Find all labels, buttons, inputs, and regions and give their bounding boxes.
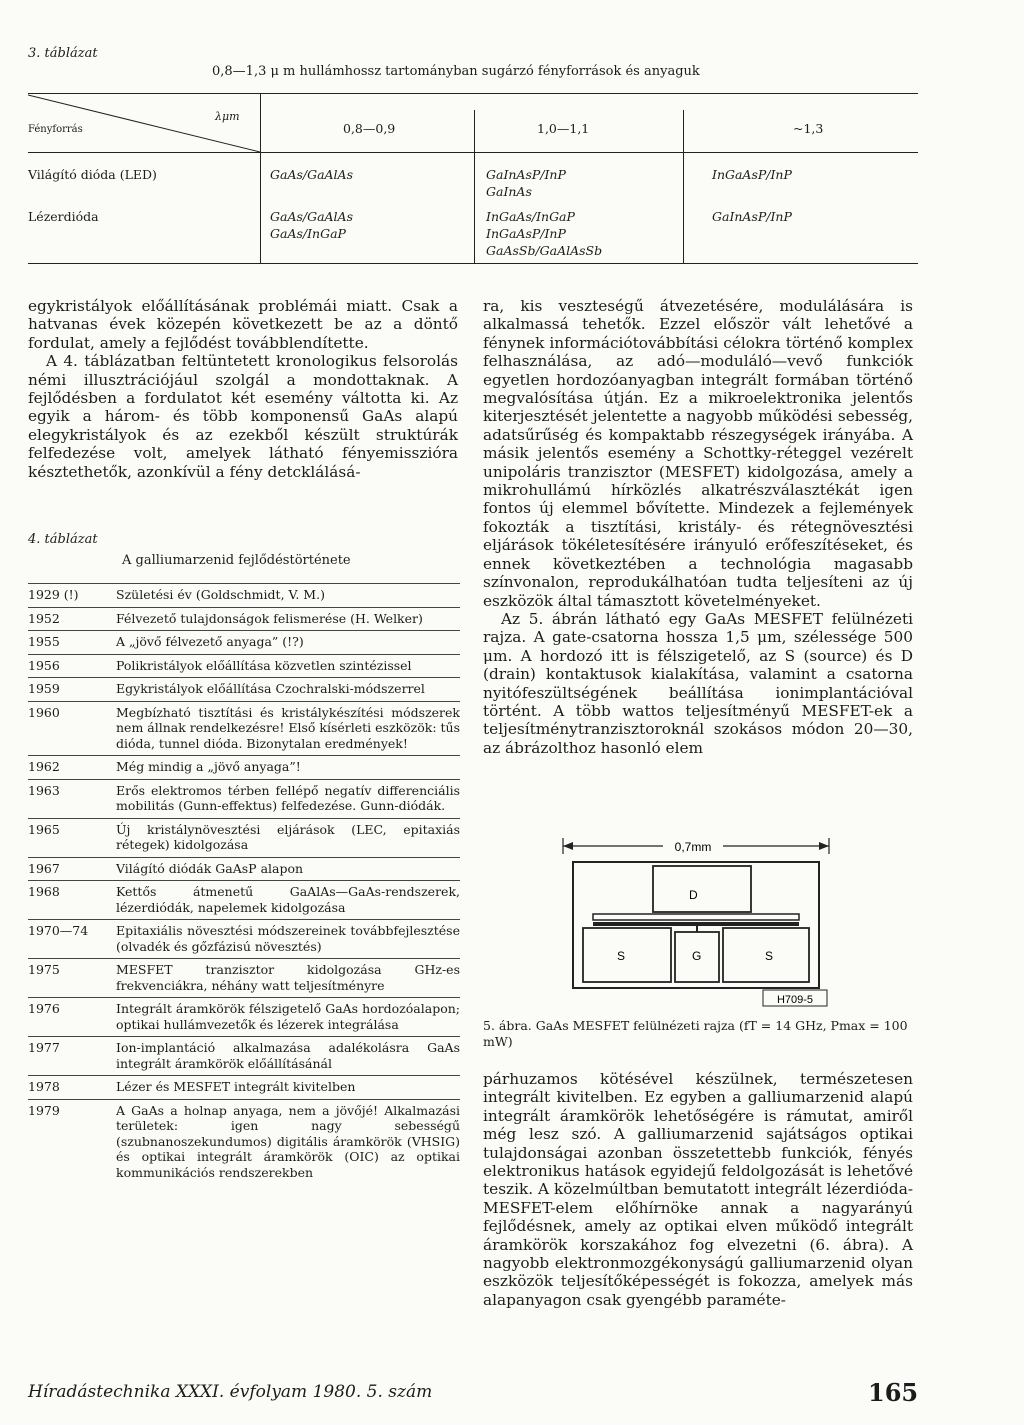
table3-row-led-label: Világító dióda (LED) [28, 167, 157, 182]
table4-title: A galliumarzenid fejlődéstörténete [122, 553, 351, 568]
table-row-text: MESFET tranzisztor kidolgozása GHz-es frekvenciákra, néhány watt teljesítményre [116, 962, 460, 993]
table-row [28, 583, 460, 607]
table3-caption: 3. táblázat [28, 46, 98, 61]
table-row [28, 701, 460, 756]
drain-pad [653, 866, 751, 912]
mesfet-figure [553, 832, 839, 1007]
table-row [28, 654, 460, 678]
journal-footer: Híradástechnika XXXI. évfolyam 1980. 5. szám [28, 1382, 433, 1402]
table-row [28, 958, 460, 997]
table3-row-led-c1: GaAs/GaAlAs [270, 167, 353, 182]
figure-code: H709-5 [776, 994, 814, 1006]
drain-label: D [689, 888, 698, 902]
table-row [28, 857, 460, 881]
source-label-right: S [765, 949, 774, 963]
body-left-top [28, 297, 458, 481]
table-row-text: Egykristályok előállítása Czochralski-módszerrel [116, 681, 425, 696]
table3-header-unit: λμm [215, 110, 240, 123]
paragraph: A 4. táblázatban feltüntetett kronologikus felsorolás némi illusztrációjául szolgál a mondottaknak. A fejlődésben a fordulatot két esemény váltotta ki. Az egyik a három- és több komponensű GaAs alapú elegykristályok és az ezekből készült struktúrák felfedezése volt, amelyek látható fényemisszióra késztethetők, azonkívül a fény detcklálásá- [28, 352, 458, 481]
table3-vrule-2 [474, 110, 475, 263]
arrow-left-icon [563, 842, 573, 850]
table3-row-led-c3: InGaAsP/InP [712, 167, 792, 182]
table3-row-led-c2b: GaInAs [486, 184, 532, 199]
gate-finger [593, 914, 799, 920]
source-pad-left [583, 928, 671, 982]
table-row-year: 1975 [28, 962, 60, 977]
source-label-left: S [617, 949, 626, 963]
table-row-text: Félvezető tulajdonságok felismerése (H. Welker) [116, 610, 423, 626]
table-row [28, 607, 460, 631]
paragraph: ra, kis veszteségű átvezetésére, modulálására is alkalmassá tehetők. Ezzel először vált lehetővé a fénynek információtovábbítási célokra történő komplex felhasználása, az adó—moduláló—vevő funkciók egyetlen hordozóanyagban integrált formában történő megvalósítása útján. Ez a mikroelektronika jelentős kiterjesztését jelentette a nagyobb működési sebesség, adatsűrűség és kompaktabb részegységek irányába. A másik jelentős esemény a Schottky-réteggel vezérelt unipoláris tranzisztor (MESFET) kidolgozása, amely a mikrohullámú hírközlés alkatrészválasztékát igen fontos új elemmel bővítette. Mindezek a fejlemények fokozták a tisztítási, kristály- és rétegnövesztési eljárások tökéletesítésére irányuló erőfeszítéseket, és ennek következtében a technológia magasabb színvonalon, reprodukálhatóan tudta teljesíteni az új eszközök által támasztott követelményeket. [483, 297, 913, 610]
body-right-top [483, 297, 913, 757]
table-row-text: Polikristályok előállítása közvetlen szintézissel [116, 657, 412, 673]
table-row-text: Megbízható tisztítási és kristálykészítési módszerek nem állnak rendelkezésre! Első kísérleti eszközök: tűs dióda, tunnel dióda. Bizonytalan eredmények! [116, 704, 460, 751]
table-row-year: 1955 [28, 634, 60, 649]
table-row-text: Lézer és MESFET integrált kivitelben [116, 1079, 356, 1094]
table-row-year: 1976 [28, 1001, 60, 1016]
body-right-bottom [483, 1070, 913, 1309]
table-row-text: Erős elektromos térben fellépő negatív differenciális mobilitás (Gunn-effektus) felfedezése. Gunn-diódák. [116, 782, 460, 813]
table3-header-rule [28, 152, 918, 153]
table3-vrule-1 [260, 93, 261, 263]
table-row [28, 630, 460, 654]
table-row-text: Ion-implantáció alkalmazása adalékolásra GaAs integrált áramkörök előállításánál [116, 1040, 460, 1071]
gate-label: G [692, 949, 702, 963]
gate-channel [593, 922, 799, 926]
table-row-year: 1967 [28, 860, 60, 876]
table3-row-laser-c2c: GaAsSb/GaAlAsSb [486, 243, 603, 258]
table-row [28, 818, 460, 857]
table3-row-laser-label: Lézerdióda [28, 209, 99, 224]
table-row-text: Integrált áramkörök félszigetelő GaAs hordozóalapon; optikai hullámvezetők és lézerek integrálása [116, 1001, 460, 1032]
table3-row-led-c2a: GaInAsP/InP [486, 167, 566, 182]
table4 [28, 583, 460, 1184]
table3-bottom-rule [28, 263, 918, 264]
table-row-year: 1970—74 [28, 923, 89, 938]
table-row [28, 755, 460, 779]
table-row-text: A „jövő félvezető anyaga” (!?) [116, 634, 304, 649]
table-row-year: 1968 [28, 884, 60, 899]
table3-row-laser-c2a: InGaAs/InGaP [486, 209, 575, 224]
table-row-year: 1929 (!) [28, 587, 79, 602]
table-row-year: 1959 [28, 681, 60, 696]
table-row [28, 677, 460, 701]
table-row [28, 1099, 460, 1185]
table3-vrule-3 [683, 110, 684, 263]
table-row [28, 1075, 460, 1099]
table-row [28, 880, 460, 919]
paragraph: egykristályok előállításának problémái miatt. Csak a hatvanas évek közepén következett be az a döntő fordulat, amely a fejlődést továbblendítette. [28, 297, 458, 352]
table3-row-laser-c1b: GaAs/InGaP [270, 226, 346, 241]
table3-col-header-1: 0,8—0,9 [343, 121, 396, 136]
table3-header-source: Fényforrás [28, 124, 83, 135]
table-row-text: Kettős átmenetű GaAlAs—GaAs-rendszerek, lézerdiódák, napelemek kidolgozása [116, 884, 460, 915]
table-row-year: 1978 [28, 1079, 60, 1094]
table-row-text: Születési év (Goldschmidt, V. M.) [116, 587, 325, 602]
table3-title: 0,8—1,3 μ m hullámhossz tartományban sugárzó fényforrások és anyaguk [212, 64, 700, 79]
table3-header-diagonal [28, 93, 260, 153]
table-row-text: Még mindig a „jövő anyaga”! [116, 759, 301, 774]
table-row-year: 1952 [28, 610, 60, 626]
table-row [28, 779, 460, 818]
paragraph: Az 5. ábrán látható egy GaAs MESFET felülnézeti rajza. A gate-csatorna hossza 1,5 μm, szélessége 500 μm. A hordozó itt is félszigetelő, az S (source) és D (drain) kontaktusok kialakítása, valamint a csatorna nyitófeszültségének beállítása ionimplantációval történt. A több wattos teljesítményű MESFET-ek a teljesítménytranzisztoroknál szokásos módon 20—30, az ábrázolthoz hasonló elem [483, 609, 913, 757]
paragraph: párhuzamos kötésével készülnek, természetesen integrált kivitelben. Ez egyben a galliumarzenid alapú integrált áramkörök lehetőségére is rámutat, amiről még lesz szó. A galliumarzenid sajátságos optikai tulajdonságai azonban összetettebb funkciók, fényés elektronikus hatások egyidejű feldolgozását is lehetővé teszik. A közelmúltban bemutatott integrált lézerdióda-MESFET-elem előhírnöke annak a nagyarányú fejlődésnek, amely az optikai elven működő integrált áramkörök korszakához fog elvezetni (6. ábra). A nagyobb elektronmozgékonyságú galliumarzenid olyan eszközök teljesítőképességét is fokozza, amelyek más alapanyagon csak gyengébb paraméte- [483, 1070, 913, 1309]
table3-row-laser-c1a: GaAs/GaAlAs [270, 209, 353, 224]
table-row [28, 1036, 460, 1075]
page-number: 165 [868, 1378, 919, 1407]
dimension-label: 0,7mm [674, 840, 712, 854]
table-row-year: 1956 [28, 657, 60, 673]
table-row-year: 1962 [28, 759, 60, 774]
table-row-text: A GaAs a holnap anyaga, nem a jövőjé! Alkalmazási területek: igen nagy sebességű (szubnanoszekundumos) digitális áramkörök (VHSIG) és optikai integrált áramkörök (OIC) az optikai kommunikációs rendszerekben [116, 1102, 460, 1180]
table-row-year: 1979 [28, 1102, 60, 1118]
table-row [28, 919, 460, 958]
figure5-caption: 5. ábra. GaAs MESFET felülnézeti rajza (fT = 14 GHz, Pmax = 100 mW) [483, 1018, 908, 1049]
table4-caption: 4. táblázat [28, 532, 98, 547]
table3-col-header-3: ~1,3 [793, 121, 824, 136]
arrow-right-icon [819, 842, 829, 850]
table-row-year: 1977 [28, 1040, 60, 1055]
table-row-text: Epitaxiális növesztési módszereinek továbbfejlesztése (olvadék és gőzfázisú növesztés) [116, 923, 460, 954]
table-row-year: 1965 [28, 821, 60, 837]
table3-row-laser-c3: GaInAsP/InP [712, 209, 792, 224]
table-row [28, 997, 460, 1036]
table-row-text: Új kristálynövesztési eljárások (LEC, epitaxiás rétegek) kidolgozása [116, 821, 460, 852]
table-row-year: 1963 [28, 782, 60, 798]
table3-row-laser-c2b: InGaAsP/InP [486, 226, 566, 241]
table3-col-header-2: 1,0—1,1 [537, 121, 590, 136]
table-row-year: 1960 [28, 704, 60, 720]
table-row-text: Világító diódák GaAsP alapon [116, 860, 304, 876]
